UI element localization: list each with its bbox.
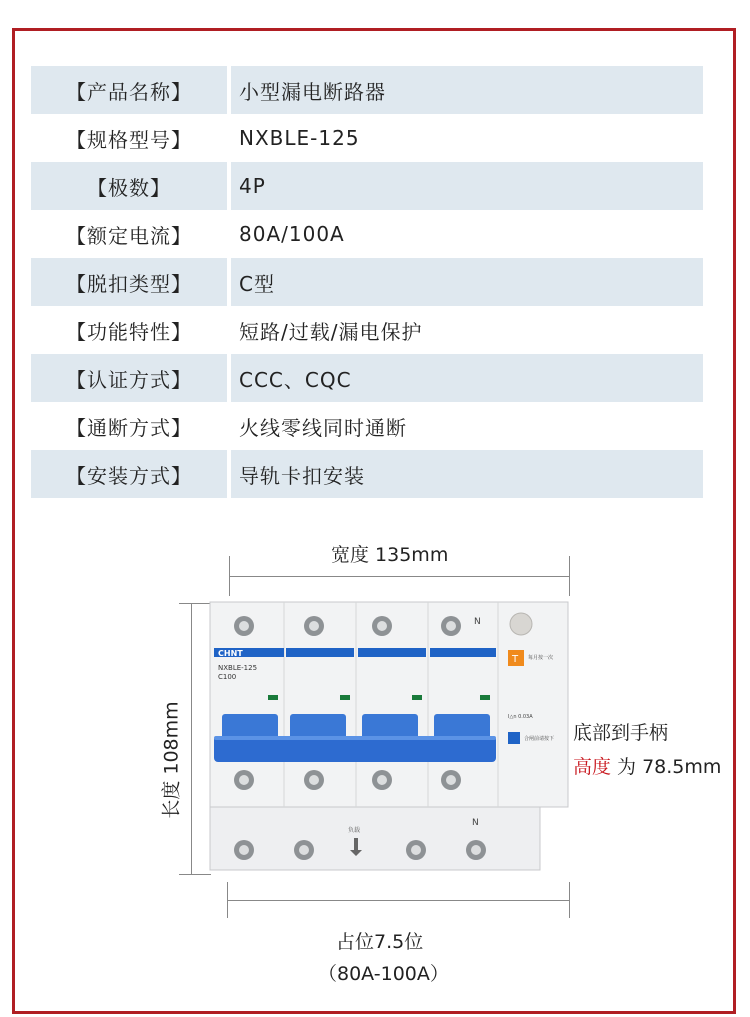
spec-row-switching bbox=[31, 402, 703, 450]
current-range-label: （80A-100A） bbox=[318, 963, 449, 985]
spec-row-model bbox=[31, 114, 703, 162]
reset-button bbox=[508, 732, 520, 744]
spec-row-installation bbox=[31, 450, 703, 498]
model-label: NXBLE-125 bbox=[218, 664, 258, 672]
handle-height-caption-line2 bbox=[573, 752, 721, 779]
residual-current-label: I△n 0.03A bbox=[508, 714, 533, 720]
spec-value: 小型漏电断路器 bbox=[231, 66, 703, 114]
length-dimension-label: 长度 108mm bbox=[160, 701, 183, 819]
slot-dimension-line bbox=[227, 900, 569, 901]
handle-height-highlight: 高度 bbox=[573, 756, 612, 778]
spec-label: 【产品名称】 bbox=[31, 66, 227, 114]
spec-row-product-name bbox=[31, 66, 703, 114]
handle-height-caption-line1: 底部到手柄 bbox=[573, 722, 669, 744]
spec-label: 【脱扣类型】 bbox=[31, 258, 227, 306]
test-button-label: 每月按一次 bbox=[528, 655, 554, 661]
width-dimension-line bbox=[229, 576, 569, 577]
spec-label: 【极数】 bbox=[31, 162, 227, 210]
brand-logo: CHNT bbox=[218, 649, 243, 658]
load-label: 负载 bbox=[348, 827, 361, 834]
spec-label: 【规格型号】 bbox=[66, 127, 192, 152]
handle-height-value: 为 78.5mm bbox=[611, 756, 722, 778]
neutral-mark-top: N bbox=[474, 617, 481, 627]
spec-row-rated-current bbox=[31, 210, 703, 258]
spec-value: NXBLE-125 bbox=[239, 126, 360, 150]
rating-label: C100 bbox=[218, 673, 237, 681]
indicator-window bbox=[268, 695, 278, 700]
spec-value: 4P bbox=[231, 162, 703, 210]
spec-label: 【额定电流】 bbox=[66, 223, 192, 248]
spec-value: 火线零线同时通断 bbox=[239, 415, 407, 440]
spec-row-poles bbox=[31, 162, 703, 210]
neutral-mark-bottom: N bbox=[472, 818, 479, 828]
spec-value: 导轨卡扣安装 bbox=[231, 450, 703, 498]
spec-row-certification bbox=[31, 354, 703, 402]
spec-value: C型 bbox=[231, 258, 703, 306]
spec-label: 【通断方式】 bbox=[66, 415, 192, 440]
circuit-breaker-illustration bbox=[208, 600, 570, 872]
spec-row-features bbox=[31, 306, 703, 354]
spec-label: 【认证方式】 bbox=[31, 354, 227, 402]
slot-count-label: 占位7.5位 bbox=[336, 931, 424, 953]
length-dimension-line bbox=[191, 603, 192, 874]
spec-row-trip-type bbox=[31, 258, 703, 306]
svg-text:T: T bbox=[512, 654, 519, 665]
spec-table bbox=[31, 66, 703, 498]
spec-value: 80A/100A bbox=[239, 222, 345, 246]
spec-label: 【功能特性】 bbox=[66, 319, 192, 344]
spec-value: CCC、CQC bbox=[231, 354, 703, 402]
spec-value: 短路/过载/漏电保护 bbox=[239, 319, 423, 344]
width-dimension-label: 宽度 135mm bbox=[331, 544, 449, 566]
spec-label: 【安装方式】 bbox=[31, 450, 227, 498]
reset-button-label: 合闸前请按下 bbox=[524, 736, 555, 742]
